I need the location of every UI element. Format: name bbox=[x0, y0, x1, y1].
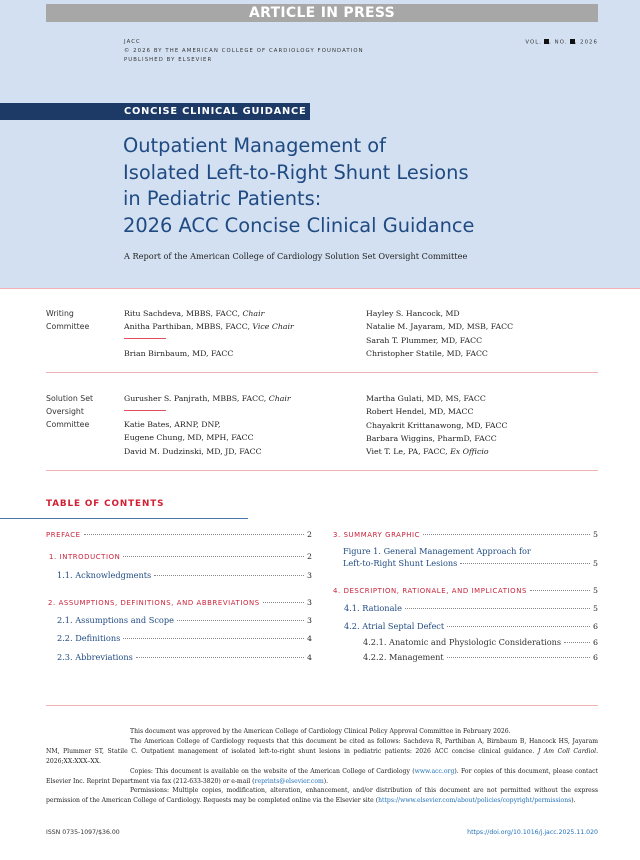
oversight-committee-label: Solution Set Oversight Committee bbox=[46, 394, 94, 429]
member-name: David M. Dudzinski, MD, JD, FACC bbox=[124, 446, 262, 456]
member-name: Natalie M. Jayaram, MD, MSB, FACC bbox=[366, 322, 514, 332]
member-name: Sarah T. Plummer, MD, FACC bbox=[366, 335, 483, 345]
short-red-rule bbox=[124, 338, 166, 339]
toc-entry-acknowledgments[interactable]: 1.1. Acknowledgments 3 bbox=[57, 570, 312, 580]
toc-entry-anatomic-considerations[interactable]: 4.2.1. Anatomic and Physiologic Considerations 6 bbox=[363, 637, 598, 647]
copies-note: Copies: This document is available on the website of the American College of Cardiology (www.acc.org). For copies of this document, please contact Elsevier Inc. Reprint Department via fax (212-633-3820) or e-mail (reprints@elsevier.com). bbox=[46, 767, 598, 785]
member-name: Viet T. Le, PA, FACC, Ex Officio bbox=[366, 447, 489, 457]
member-name: Robert Hendel, MD, MACC bbox=[366, 407, 474, 417]
toc-heading: TABLE OF CONTENTS bbox=[46, 499, 165, 509]
toc-entry-abbreviations[interactable]: 2.3. Abbreviations 4 bbox=[57, 652, 312, 662]
volume-info bbox=[525, 39, 598, 46]
title-line: in Pediatric Patients: bbox=[123, 187, 322, 210]
toc-entry-figure-1-cont[interactable]: Left-to-Right Shunt Lesions 5 bbox=[343, 558, 598, 568]
approval-note: This document was approved by the American College of Cardiology Clinical Policy Approval Committee in February 2026. bbox=[130, 728, 511, 735]
issn: ISSN 0735-1097/$36.00 bbox=[46, 829, 120, 836]
toc-entry-management[interactable]: 4.2.2. Management 6 bbox=[363, 652, 598, 662]
member-name: Chayakrit Krittanawong, MD, FACC bbox=[366, 420, 508, 430]
header-divider bbox=[0, 288, 640, 289]
toc-entry-atrial-septal-defect[interactable]: 4.2. Atrial Septal Defect 6 bbox=[344, 621, 598, 631]
acc-website-link[interactable]: www.acc.org bbox=[414, 767, 455, 775]
toc-entry-assumptions-scope[interactable]: 2.1. Assumptions and Scope 3 bbox=[57, 615, 312, 625]
toc-entry-preface[interactable]: PREFACE 2 bbox=[46, 530, 312, 539]
short-red-rule bbox=[124, 410, 166, 411]
member-name: Christopher Statile, MD, FACC bbox=[366, 348, 488, 358]
section-divider bbox=[46, 470, 598, 471]
toc-entry-figure-1[interactable]: Figure 1. General Management Approach for bbox=[343, 546, 531, 556]
footer-divider bbox=[46, 705, 598, 706]
title-line: Outpatient Management of bbox=[123, 134, 386, 157]
citation-note: The American College of Cardiology requests that this document be cited as follows: Sachdeva R, Parthiban A, Birnbaum B, Hancock HS, Jayaram NM, Plummer ST, Statile C. Outpatient management of isolated left-to-right shunt lesions in pediatric patients: 2026 ACC concise clinical guidance. J Am Coll Cardiol. 2026;XX:XXX–XX. bbox=[46, 737, 599, 765]
journal-abbrev: JACC bbox=[124, 39, 141, 45]
title-line: 2026 ACC Concise Clinical Guidance bbox=[123, 213, 475, 237]
member-name: Brian Birnbaum, MD, FACC bbox=[124, 349, 234, 358]
member-name: Gurusher S. Panjrath, MBBS, FACC, Chair bbox=[124, 394, 291, 403]
writing-committee-left bbox=[124, 307, 294, 334]
oversight-committee-left bbox=[124, 418, 262, 458]
member-name: Anitha Parthiban, MBBS, FACC, Vice Chair bbox=[124, 322, 294, 332]
toc-entry-description[interactable]: 4. DESCRIPTION, RATIONALE, AND IMPLICATIONS 5 bbox=[333, 586, 598, 595]
toc-entry-introduction[interactable]: 1. INTRODUCTION 2 bbox=[49, 552, 312, 561]
writing-committee-right bbox=[366, 307, 513, 360]
member-name: Barbara Wiggins, PharmD, FACC bbox=[366, 433, 497, 443]
toc-entry-definitions[interactable]: 2.2. Definitions 4 bbox=[57, 633, 312, 643]
section-divider bbox=[46, 372, 598, 373]
article-subtitle: A Report of the American College of Cardiology Solution Set Oversight Committee bbox=[124, 251, 468, 261]
article-in-press-banner: ARTICLE IN PRESS bbox=[46, 4, 598, 22]
reprints-email-link[interactable]: reprints@elsevier.com bbox=[254, 777, 324, 785]
article-title bbox=[123, 133, 583, 239]
member-name: Martha Gulati, MD, MS, FACC bbox=[366, 394, 486, 403]
toc-entry-assumptions-definitions[interactable]: 2. ASSUMPTIONS, DEFINITIONS, AND ABBREVIATIONS 3 bbox=[48, 598, 312, 607]
journal-publisher: PUBLISHED BY ELSEVIER bbox=[124, 57, 213, 63]
oversight-committee-right bbox=[366, 392, 507, 458]
journal-copyright: © 2026 BY THE AMERICAN COLLEGE OF CARDIOLOGY FOUNDATION bbox=[124, 48, 364, 54]
member-name: Ritu Sachdeva, MBBS, FACC, Chair bbox=[124, 309, 265, 318]
member-name: Hayley S. Hancock, MD bbox=[366, 309, 460, 318]
volume-label: VOL. bbox=[525, 39, 543, 46]
writing-committee-label: Writing Committee bbox=[46, 309, 90, 331]
member-name: Katie Bates, ARNP, DNP, bbox=[124, 420, 221, 429]
footnotes bbox=[46, 727, 598, 806]
member-name: Eugene Chung, MD, MPH, FACC bbox=[124, 433, 254, 443]
permissions-note: Permissions: Multiple copies, modification, alteration, enhancement, and/or distribution of this document are not permitted without the express permission of the American College of Cardiology. Requests may be completed online via the Elsevier site (https://www.elsevier.com/about/policies/copyright/permissions). bbox=[46, 787, 598, 805]
permissions-link[interactable]: https://www.elsevier.com/about/policies/copyright/permissions bbox=[378, 797, 572, 805]
doi-link[interactable]: https://doi.org/10.1016/j.jacc.2025.11.020 bbox=[467, 829, 598, 836]
issue-label: , NO. bbox=[549, 39, 568, 46]
toc-entry-summary-graphic[interactable]: 3. SUMMARY GRAPHIC 5 bbox=[333, 530, 598, 539]
title-line: Isolated Left-to-Right Shunt Lesions bbox=[123, 160, 469, 184]
volume-year: , 2026 bbox=[574, 39, 598, 46]
toc-underline bbox=[0, 518, 248, 519]
category-label: CONCISE CLINICAL GUIDANCE bbox=[124, 106, 307, 117]
toc-entry-rationale[interactable]: 4.1. Rationale 5 bbox=[344, 603, 598, 613]
